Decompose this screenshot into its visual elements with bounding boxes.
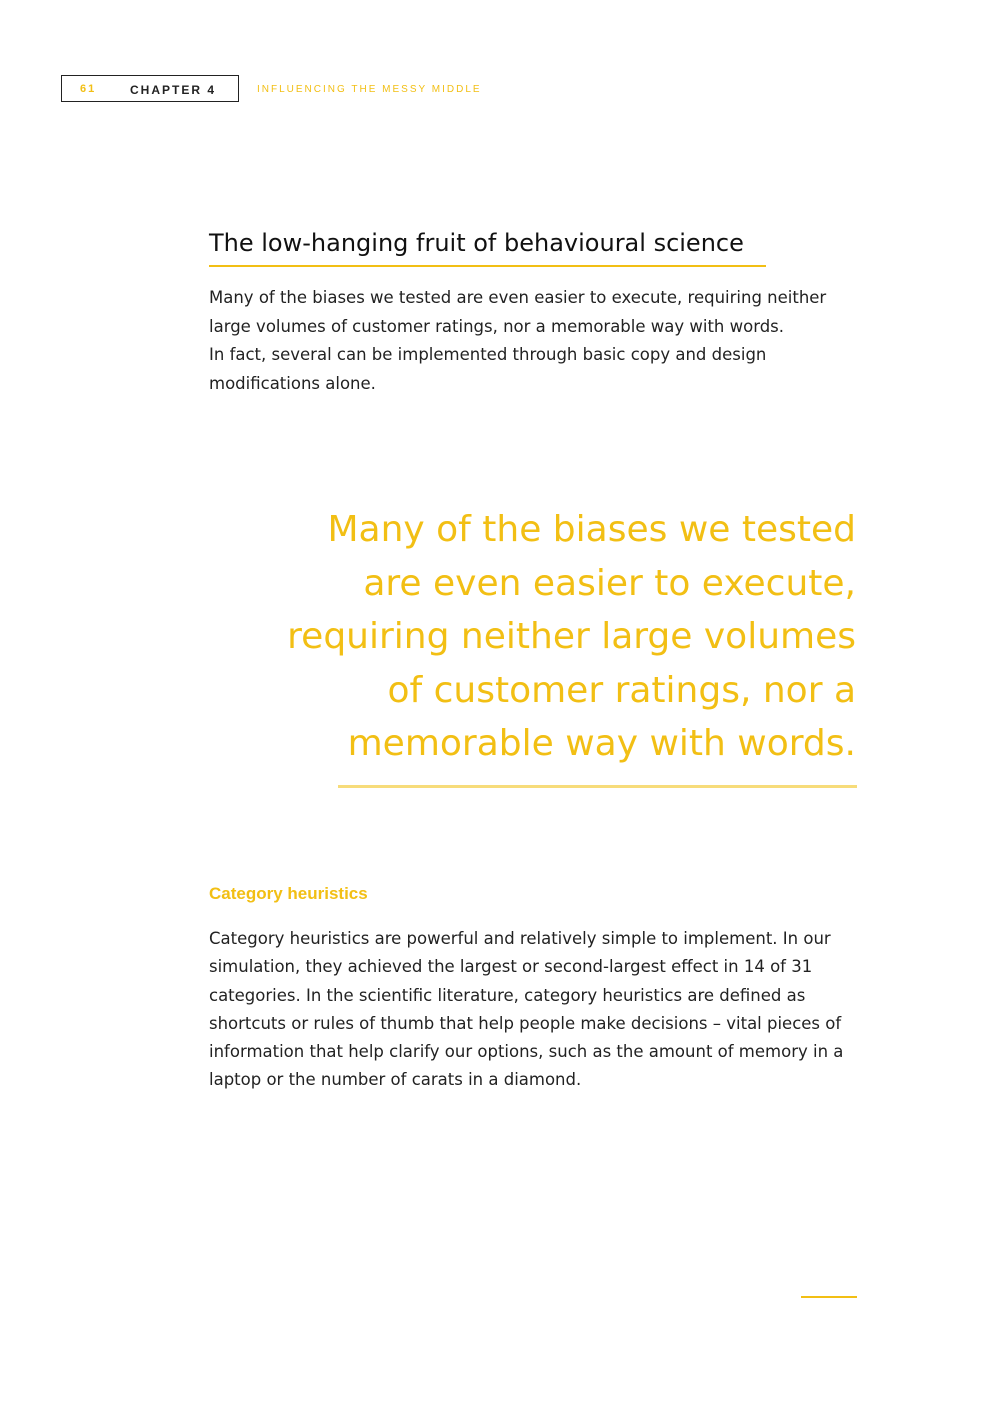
pull-quote-line: of customer ratings, nor a xyxy=(387,669,856,711)
pull-quote-line: Many of the biases we tested xyxy=(327,509,856,550)
chapter-header-box xyxy=(61,75,239,102)
pull-quote-line: are even easier to execute, xyxy=(363,562,856,604)
intro-line: modifications alone. xyxy=(209,373,376,393)
pull-quote-line: memorable way with words. xyxy=(347,723,856,764)
body-line: laptop or the number of carats in a diamond. xyxy=(209,1070,582,1090)
section-heading: The low-hanging fruit of behavioural science xyxy=(209,229,766,267)
intro-line: In fact, several can be implemented through basic copy and design xyxy=(209,345,767,364)
page-number: 61 xyxy=(80,83,97,95)
body-line: simulation, they achieved the largest or second-largest effect in 14 of 31 xyxy=(209,957,813,977)
pull-quote-line: requiring neither large volumes xyxy=(287,616,856,657)
chapter-label: CHAPTER 4 xyxy=(130,83,217,97)
intro-line: Many of the biases we tested are even easier to execute, requiring neither xyxy=(209,288,827,307)
body-line: information that help clarify our options, such as the amount of memory in a xyxy=(209,1042,844,1062)
subsection-heading: Category heuristics xyxy=(209,884,368,903)
pull-quote-divider xyxy=(338,785,857,788)
pull-quote xyxy=(256,503,856,771)
intro-paragraph xyxy=(209,284,849,398)
body-line: shortcuts or rules of thumb that help people make decisions – vital pieces of xyxy=(209,1013,842,1033)
body-paragraph xyxy=(209,925,869,1095)
body-line: categories. In the scientific literature, category heuristics are defined as xyxy=(209,985,806,1005)
body-line: Category heuristics are powerful and relatively simple to implement. In our xyxy=(209,929,831,948)
intro-line: large volumes of customer ratings, nor a memorable way with words. xyxy=(209,316,785,336)
footer-divider xyxy=(801,1296,857,1298)
running-title: INFLUENCING THE MESSY MIDDLE xyxy=(257,84,482,95)
